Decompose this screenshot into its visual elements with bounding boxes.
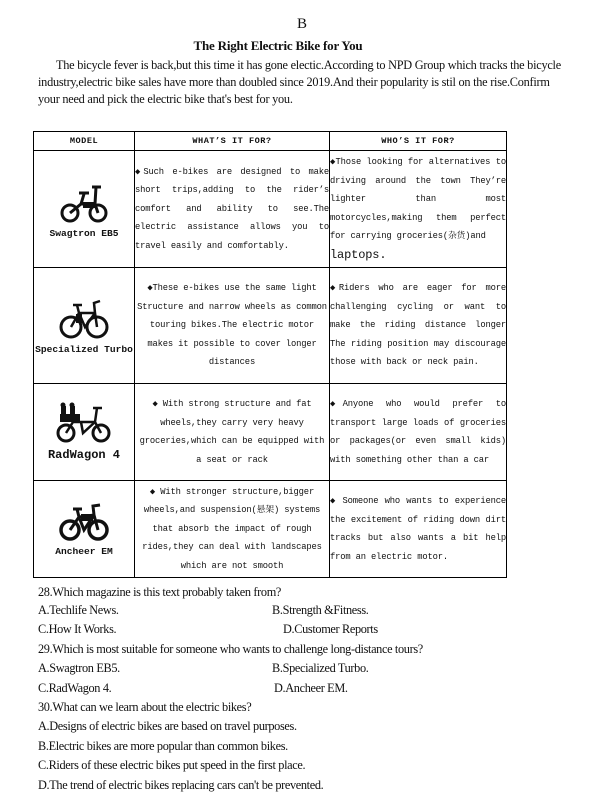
question-29-option-b[interactable]: B.Specialized Turbo. bbox=[272, 661, 369, 675]
model-name: RadWagon 4 bbox=[47, 448, 120, 462]
question-29-stem: 29.Which is most suitable for someone who wants to challenge long-distance tours? bbox=[38, 642, 423, 656]
folding-e-bike-icon bbox=[59, 180, 109, 224]
what-cell: ◆ With stronger structure,bigger wheels,and suspension(悬架) systems that absorb the impact of rough rides,they can deal with landscapes which are not smooth bbox=[135, 481, 330, 578]
question-28-option-a[interactable]: A.Techlife News. bbox=[38, 603, 119, 617]
cargo-e-bike-icon bbox=[55, 402, 113, 444]
model-cell bbox=[34, 151, 135, 268]
what-cell: ◆ With strong structure and fat wheels,they carry very heavy groceries,which can be equipped with a seat or rack bbox=[135, 384, 330, 481]
question-28-stem: 28.Which magazine is this text probably taken from? bbox=[38, 585, 282, 599]
header-model: MODEL bbox=[34, 132, 135, 151]
model-cell bbox=[34, 481, 135, 578]
bike-comparison-table bbox=[33, 131, 507, 578]
question-28-option-b[interactable]: B.Strength &Fitness. bbox=[272, 603, 369, 617]
table-row bbox=[34, 151, 507, 268]
intro-paragraph: The bicycle fever is back,but this time it has gone electic.According to NPD Group which tracks the bicycle industry,electric bike sales have more than doubled since 2019.And their popularity is stil on the rise.Confirm your need and pick the electric bike that's best for you. bbox=[38, 58, 561, 106]
question-30-option-a[interactable]: A.Designs of electric bikes are based on travel purposes. bbox=[38, 719, 297, 733]
model-name: Swagtron EB5 bbox=[49, 227, 119, 239]
question-29-option-d[interactable]: D.Ancheer EM. bbox=[274, 681, 348, 695]
passage-title: The Right Electric Bike for You bbox=[193, 38, 363, 53]
who-cell bbox=[330, 151, 507, 268]
section-letter: B bbox=[296, 16, 307, 32]
who-text-end: laptops. bbox=[330, 247, 387, 262]
question-29-option-a[interactable]: A.Swagtron EB5. bbox=[38, 661, 120, 675]
question-30-option-d[interactable]: D.The trend of electric bikes replacing cars can't be prevented. bbox=[38, 778, 324, 792]
header-who: WHO’S IT FOR? bbox=[330, 132, 507, 151]
question-28-option-c[interactable]: C.How It Works. bbox=[38, 622, 117, 636]
what-cell: ◆Such e-bikes are designed to make short trips,adding to the rider’s comfort and ability to see.The electric assistance allows you to travel easily and comfortably. bbox=[135, 151, 330, 268]
question-30-stem: 30.What can we learn about the electric bikes? bbox=[38, 700, 252, 714]
table-row bbox=[34, 481, 507, 578]
header-what: WHAT’S IT FOR? bbox=[135, 132, 330, 151]
who-text: ◆Those looking for alternatives to driving around the town They’re lighter than most motorcycles,making them perfect for carrying groceries(杂货)and bbox=[330, 157, 506, 241]
question-30-option-c[interactable]: C.Riders of these electric bikes put speed in the first place. bbox=[38, 758, 306, 772]
model-cell bbox=[34, 268, 135, 384]
question-28-option-d[interactable]: D.Customer Reports bbox=[283, 622, 378, 636]
mountain-e-bike-icon bbox=[59, 502, 109, 542]
table-header-row bbox=[34, 132, 507, 151]
table-row bbox=[34, 268, 507, 384]
model-cell bbox=[34, 384, 135, 481]
who-cell: ◆Riders who are eager for more challenging cycling or want to make the riding distance longer The riding position may discourage those with back or neck pain. bbox=[330, 268, 507, 384]
touring-e-bike-icon bbox=[59, 296, 109, 340]
who-cell: ◆Anyone who would prefer to transport large loads of groceries or packages(or even small kids) with something other than a car bbox=[330, 384, 507, 481]
what-cell: ◆These e-bikes use the same light Structure and narrow wheels as common touring bikes.The electric motor makes it possible to cover longer distances bbox=[135, 268, 330, 384]
model-name: Ancheer EM bbox=[55, 545, 113, 557]
model-name: Specialized Turbo bbox=[35, 344, 133, 355]
table-row bbox=[34, 384, 507, 481]
question-29-option-c[interactable]: C.RadWagon 4. bbox=[38, 681, 112, 695]
who-cell: ◆ Someone who wants to experience the excitement of riding down dirt tracks but also wants a bit help from an electric motor. bbox=[330, 481, 507, 578]
question-30-option-b[interactable]: B.Electric bikes are more popular than common bikes. bbox=[38, 739, 288, 753]
